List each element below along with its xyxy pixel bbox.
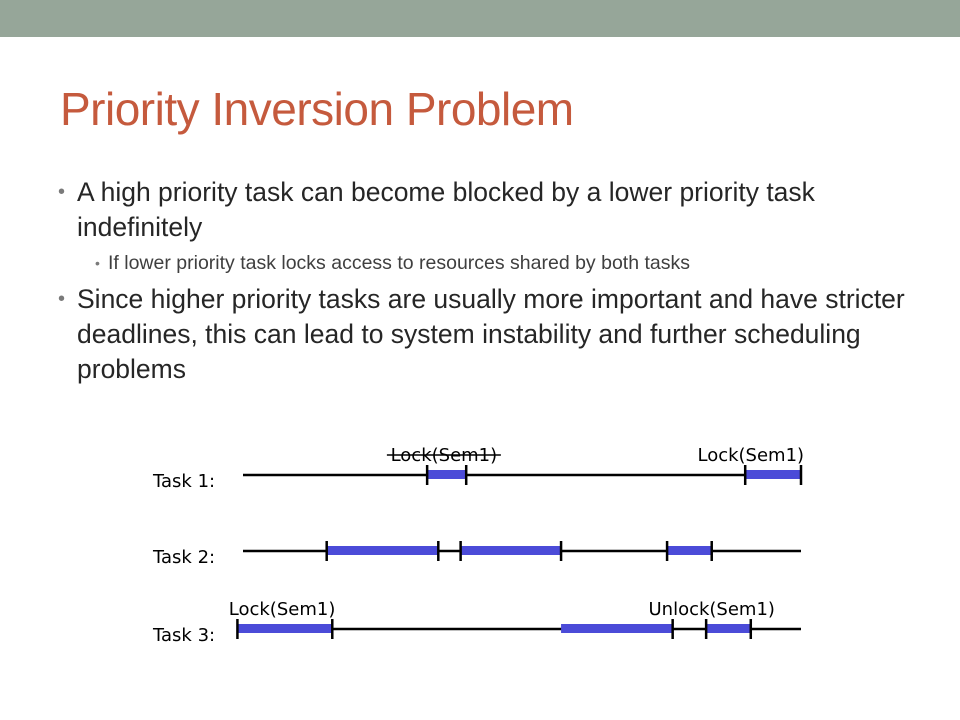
sub-bullet-text: If lower priority task locks access to resources shared by both tasks: [108, 252, 690, 274]
execution-segment: [461, 546, 561, 555]
execution-segment: [667, 546, 712, 555]
sub-bullet-item: [77, 250, 918, 276]
execution-segment: [327, 546, 439, 555]
slide-title: Priority Inversion Problem: [60, 83, 574, 135]
bullet-list: [58, 175, 918, 387]
lock-annotation: Lock(Sem1): [697, 445, 805, 466]
execution-segment: [237, 624, 332, 633]
execution-segment: [561, 624, 673, 633]
lock-annotation: Lock(Sem1): [228, 599, 336, 620]
execution-segment: [745, 470, 801, 479]
bullet-item: [58, 175, 918, 276]
task-label: Task 2:: [153, 547, 216, 568]
execution-segment: [427, 470, 466, 479]
bullet-text: A high priority task can become blocked by a lower priority task indefinitely: [77, 177, 815, 242]
task-label: Task 1:: [153, 471, 216, 492]
lock-annotation: Unlock(Sem1): [648, 599, 775, 620]
task-label: Task 3:: [153, 625, 216, 646]
execution-segment: [706, 624, 751, 633]
lock-annotation: Lock(Sem1): [390, 445, 498, 466]
top-accent-bar: [0, 0, 960, 37]
bullet-item: [58, 282, 918, 387]
bullet-text: Since higher priority tasks are usually more important and have stricter deadlines, this can lead to system instability and further scheduling problems: [77, 284, 905, 384]
priority-inversion-timeline-diagram: [0, 430, 960, 670]
